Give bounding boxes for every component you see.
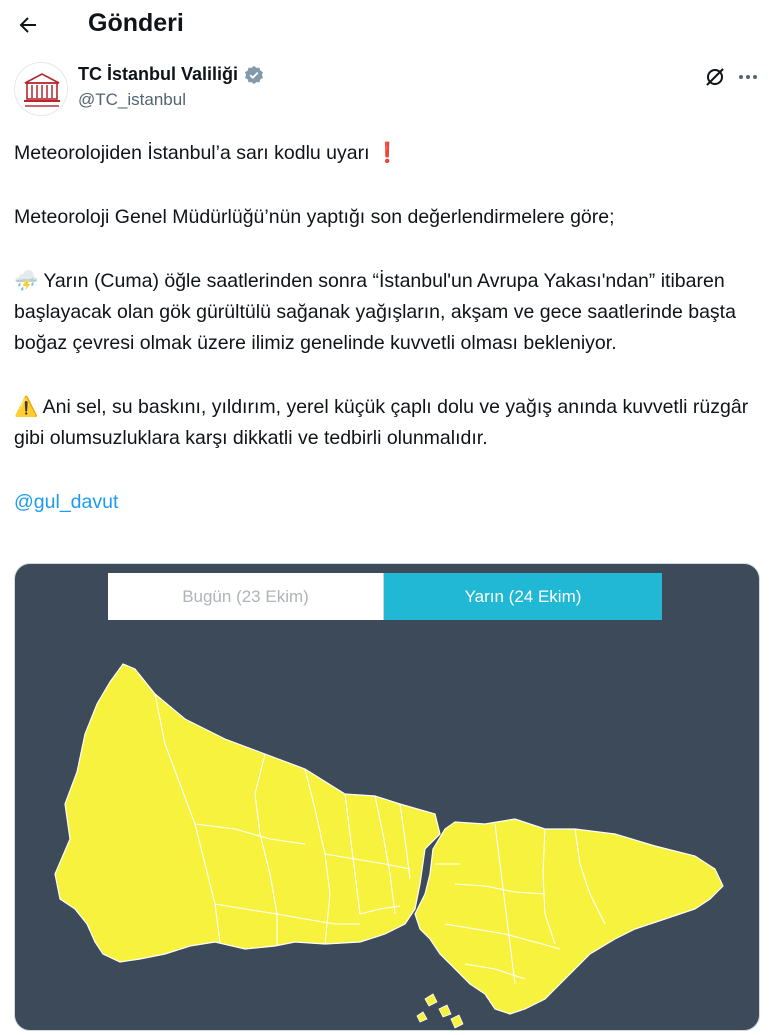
author-name[interactable] — [78, 64, 264, 85]
more-horizontal-icon — [736, 65, 760, 89]
tweet-media-image[interactable] — [14, 563, 760, 1031]
thunderstorm-emoji: ⛈️ — [14, 270, 39, 292]
map-european-side — [55, 664, 440, 962]
tweet-paragraph-1-text: Meteorolojiden İstanbul’a sarı kodlu uyarı — [14, 142, 370, 164]
tweet-paragraph-3-text: Yarın (Cuma) öğle saatlerinden sonra “İstanbul'un Avrupa Yakası'ndan” itibaren başlayacak olan gök gürültülü sağanak yağışların, akşam ve gece saatlerinde başta boğaz çevresi olmak üzere ilimiz genelinde kuvvetli olması bekleniyor. — [14, 270, 736, 354]
arrow-left-icon — [16, 13, 40, 37]
warning-emoji: ⚠️ — [14, 396, 39, 418]
tweet-paragraph-4-text: Ani sel, su baskını, yıldırım, yerel küçük çaplı dolu ve yağış anında kuvvetli rüzgâr gibi olumsuzluklara karşı dikkatli ve tedbirli olunmalıdır. — [14, 396, 749, 449]
exclamation-emoji: ❗ — [374, 142, 400, 164]
istanbul-warning-map — [15, 624, 760, 1031]
back-button[interactable] — [8, 6, 48, 44]
grok-icon — [704, 66, 726, 88]
map-asian-side — [415, 819, 723, 1014]
map-islands — [417, 994, 463, 1028]
mention-link[interactable]: @gul_davut — [14, 491, 119, 513]
grok-button[interactable] — [702, 64, 728, 90]
page-title: Gönderi — [88, 9, 184, 37]
tab-today: Bugün (23 Ekim) — [108, 573, 384, 620]
top-bar — [0, 0, 770, 50]
tweet-paragraph-1 — [14, 138, 759, 169]
tweet-paragraph-3 — [14, 266, 759, 359]
more-options-button[interactable] — [734, 64, 762, 90]
author-handle[interactable]: @TC_istanbul — [78, 90, 186, 109]
author-name-text[interactable]: TC İstanbul Valiliği — [78, 64, 239, 84]
verified-badge-icon — [244, 65, 264, 85]
tweet-paragraph-4 — [14, 392, 759, 454]
valilik-logo-icon — [15, 63, 68, 116]
tweet-paragraph-2: Meteoroloji Genel Müdürlüğü’nün yaptığı son değerlendirmelere göre; — [14, 206, 615, 228]
avatar[interactable] — [14, 62, 68, 116]
tab-tomorrow: Yarın (24 Ekim) — [384, 573, 662, 620]
tweet-text — [14, 138, 759, 518]
